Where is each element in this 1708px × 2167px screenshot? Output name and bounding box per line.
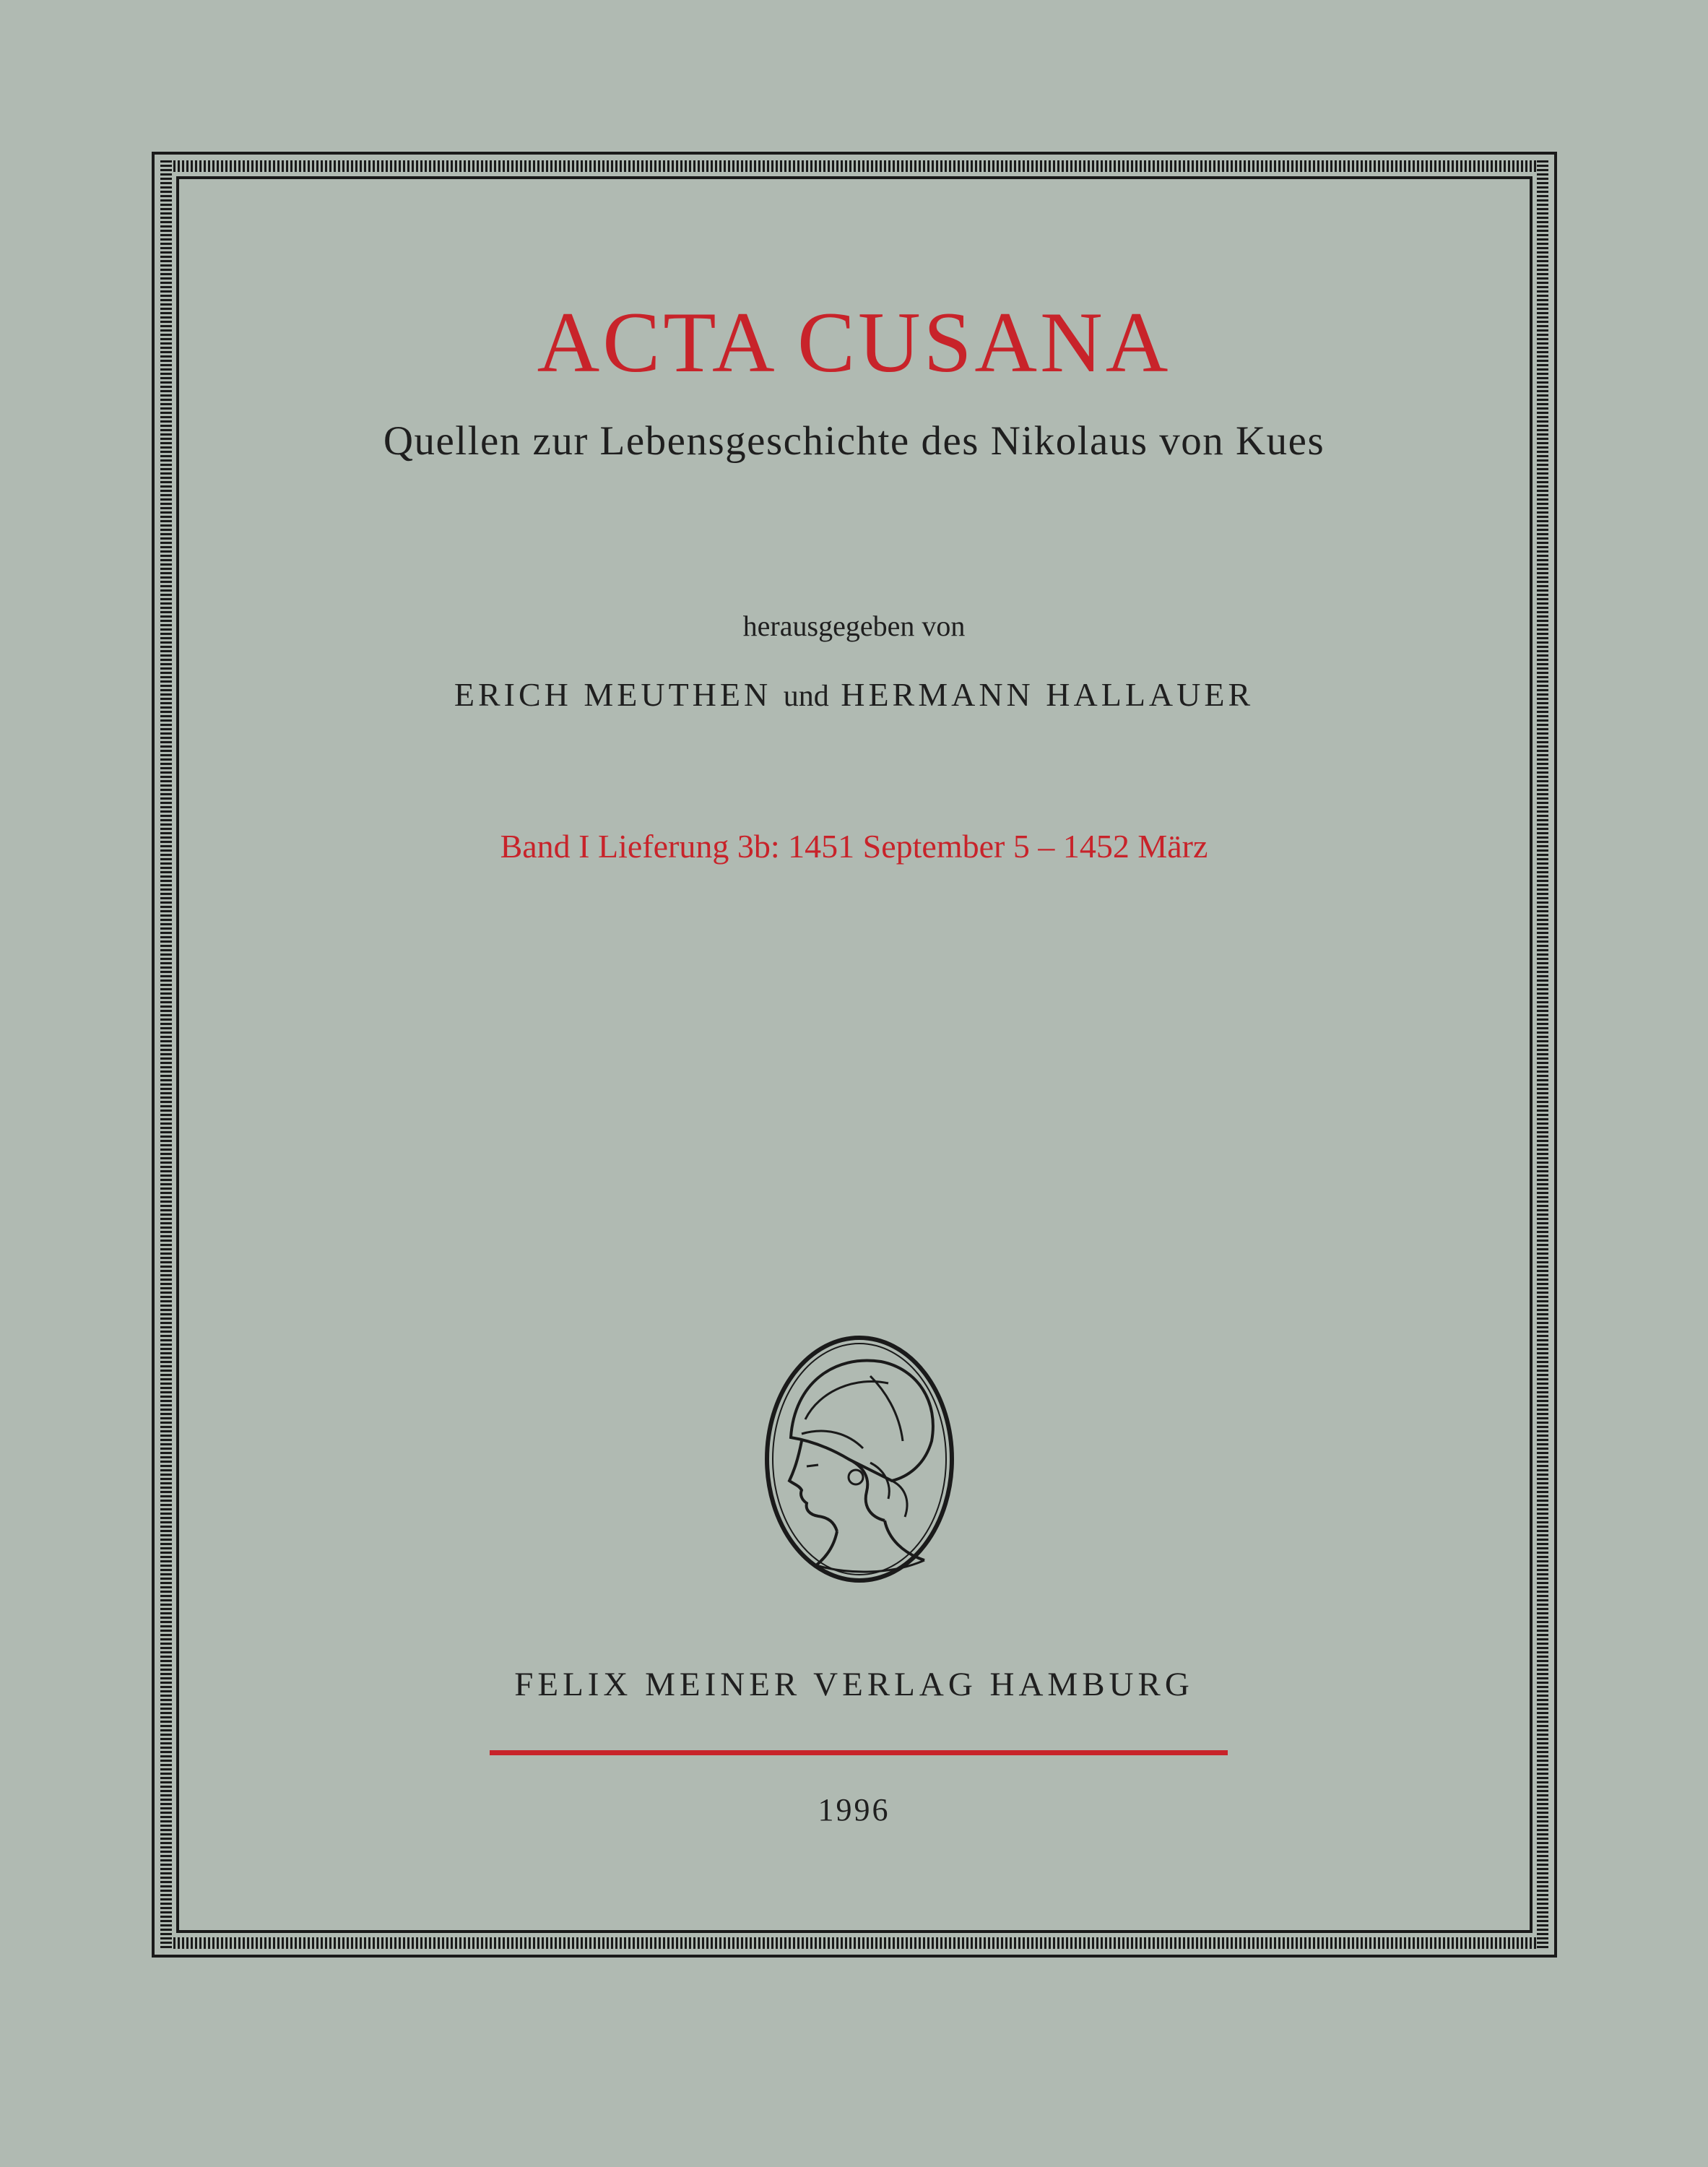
- athena-head-cameo-icon: [762, 1333, 957, 1586]
- editor-label: herausgegeben von: [742, 610, 966, 642]
- editor-name-2: HERMANN HALLAUER: [841, 676, 1254, 713]
- book-title: ACTA CUSANA: [537, 294, 1171, 390]
- publication-year: 1996: [818, 1792, 890, 1828]
- volume-info: Band I Lieferung 3b: 1451 September 5 – 1452 März: [500, 828, 1208, 865]
- red-divider-rule: [490, 1750, 1228, 1755]
- publisher-name: FELIX MEINER VERLAG HAMBURG: [514, 1666, 1194, 1703]
- editor-name-1: ERICH MEUTHEN: [454, 676, 772, 713]
- editors-line: [0, 675, 1708, 714]
- editor-conjunction: und: [783, 680, 829, 713]
- book-subtitle: Quellen zur Lebensgeschichte des Nikolaus von Kues: [383, 418, 1325, 464]
